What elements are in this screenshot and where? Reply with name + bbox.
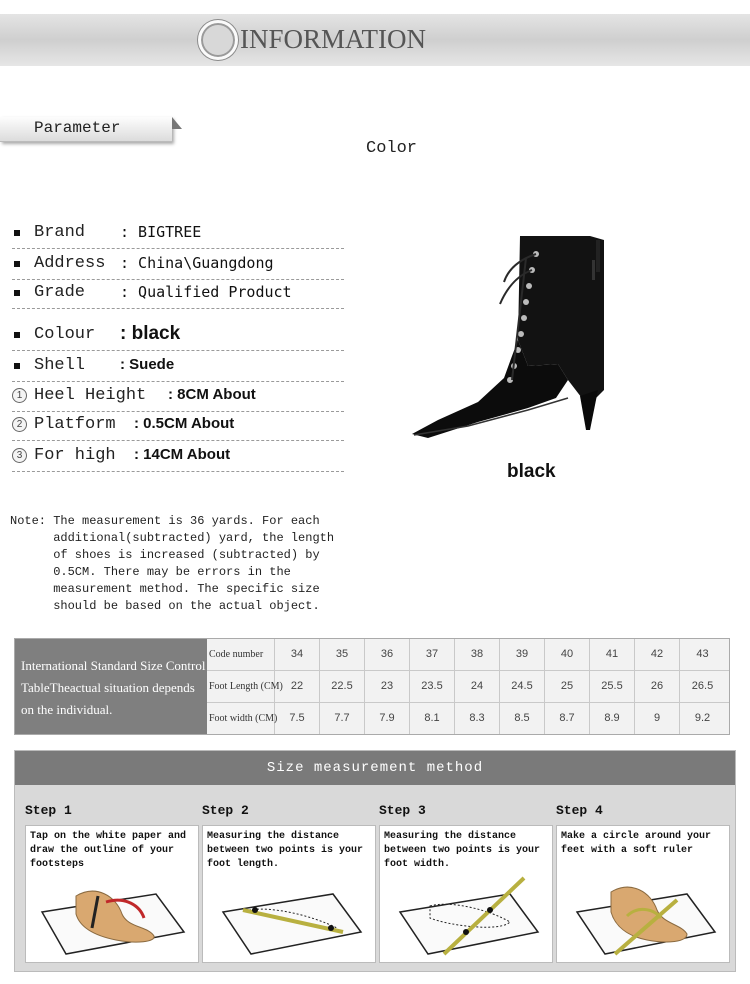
table-cell: 41 bbox=[590, 639, 635, 670]
spec-label: Shell bbox=[34, 356, 116, 375]
foot-length-ruler-icon bbox=[213, 866, 367, 958]
step-title: Step 4 bbox=[556, 803, 603, 818]
table-row-code bbox=[207, 639, 729, 671]
bullet-icon bbox=[14, 363, 20, 369]
table-cell: 8.5 bbox=[500, 703, 545, 734]
step-title: Step 3 bbox=[379, 803, 426, 818]
spec-row-grade bbox=[12, 281, 344, 309]
spec-label: For high bbox=[34, 446, 126, 465]
table-cell: 8.7 bbox=[545, 703, 590, 734]
parameter-tab-label: Parameter bbox=[34, 119, 121, 137]
table-cell: 42 bbox=[635, 639, 680, 670]
spec-value: : Qualified Product bbox=[120, 283, 292, 301]
spec-row-colour bbox=[12, 323, 344, 351]
step-2 bbox=[202, 795, 376, 965]
spec-label: Address bbox=[34, 254, 116, 273]
size-table bbox=[14, 638, 730, 735]
step-text: Measuring the distance between two points is your foot length. bbox=[207, 831, 364, 870]
spec-value: : 14CM About bbox=[134, 446, 231, 463]
table-cell: 8.1 bbox=[410, 703, 455, 734]
table-cell: 39 bbox=[500, 639, 545, 670]
product-color-caption: black bbox=[507, 461, 556, 482]
spec-label: Grade bbox=[34, 283, 116, 302]
table-cell: 22.5 bbox=[320, 671, 365, 702]
step-title: Step 2 bbox=[202, 803, 249, 818]
table-cell: 26 bbox=[635, 671, 680, 702]
size-table-intro: International Standard Size Control TableTheactual situation depends on the individual. bbox=[15, 639, 207, 734]
spec-label: Brand bbox=[34, 223, 116, 242]
step-3 bbox=[379, 795, 553, 965]
spec-row-brand bbox=[12, 221, 344, 249]
foot-width-ruler-icon bbox=[390, 866, 544, 958]
product-image-black-boot bbox=[408, 230, 624, 442]
size-measurement-panel bbox=[14, 750, 736, 972]
tab-corner-icon bbox=[172, 117, 182, 129]
table-row-foot-width bbox=[207, 703, 729, 735]
table-cell: 37 bbox=[410, 639, 455, 670]
table-cell: 26.5 bbox=[691, 680, 714, 692]
foot-outline-icon bbox=[36, 866, 190, 958]
step-card bbox=[556, 825, 730, 963]
spec-label: Heel Height bbox=[34, 386, 157, 405]
step-4 bbox=[556, 795, 730, 965]
bullet-icon bbox=[14, 332, 20, 338]
step-card bbox=[379, 825, 553, 963]
spec-value: : 8CM About bbox=[168, 386, 256, 403]
table-cell: 7.7 bbox=[320, 703, 365, 734]
spec-row-heel-height bbox=[12, 384, 344, 412]
table-cell: 43 bbox=[696, 648, 709, 660]
step-text: Tap on the white paper and draw the outline of your footsteps bbox=[30, 831, 187, 870]
table-cell: 38 bbox=[455, 639, 500, 670]
step-text: Measuring the distance between two points is your foot width. bbox=[384, 831, 541, 870]
color-heading: Color bbox=[366, 139, 418, 158]
table-cell: 25.5 bbox=[590, 671, 635, 702]
step-title: Step 1 bbox=[25, 803, 72, 818]
table-cell: 7.9 bbox=[365, 703, 410, 734]
spec-label: Colour bbox=[34, 325, 116, 344]
step-card bbox=[202, 825, 376, 963]
measurement-note: Note: The measurement is 36 yards. For each additional(subtracted) yard, the length of shoes is increased (subtracted) by 0.5CM. There may be errors in the measurement method. The specific size should be based on the actual object. bbox=[10, 514, 335, 613]
step-text: Make a circle around your feet with a soft ruler bbox=[561, 831, 712, 856]
foot-circle-ruler-icon bbox=[567, 866, 721, 958]
row-header: Foot Length (CM) bbox=[207, 671, 275, 702]
table-cell: 7.5 bbox=[275, 703, 320, 734]
spec-value: : Suede bbox=[120, 356, 175, 373]
table-cell: 23 bbox=[365, 671, 410, 702]
spec-value: : black bbox=[120, 323, 181, 344]
table-cell: 35 bbox=[320, 639, 365, 670]
table-cell: 9 bbox=[635, 703, 680, 734]
table-cell: 8.3 bbox=[455, 703, 500, 734]
table-cell: 9.2 bbox=[694, 712, 711, 724]
circle-ornament-icon bbox=[198, 20, 238, 60]
information-header bbox=[0, 14, 750, 66]
row-header: Foot width (CM) bbox=[207, 703, 275, 734]
information-title: INFORMATION bbox=[240, 24, 427, 54]
spec-row-platform bbox=[12, 413, 344, 441]
table-cell: 8.9 bbox=[590, 703, 635, 734]
bullet-icon bbox=[14, 261, 20, 267]
spec-value: : China\Guangdong bbox=[120, 254, 274, 272]
parameter-tab bbox=[0, 117, 172, 142]
size-table-grid bbox=[207, 639, 729, 734]
number-3-icon: 3 bbox=[12, 448, 27, 463]
spec-value: : BIGTREE bbox=[120, 223, 202, 241]
row-header: Code number bbox=[207, 639, 275, 670]
bullet-icon bbox=[14, 230, 20, 236]
spec-row-address bbox=[12, 252, 344, 280]
table-cell: 24 bbox=[455, 671, 500, 702]
table-cell: 22 bbox=[275, 671, 320, 702]
spec-row-for-high bbox=[12, 444, 344, 472]
spec-value: : 0.5CM About bbox=[134, 415, 235, 432]
bullet-icon bbox=[14, 290, 20, 296]
table-row-foot-length bbox=[207, 671, 729, 703]
step-card bbox=[25, 825, 199, 963]
number-2-icon: 2 bbox=[12, 417, 27, 432]
spec-label: Platform bbox=[34, 415, 126, 434]
table-cell: 36 bbox=[365, 639, 410, 670]
table-cell: 24.5 bbox=[500, 671, 545, 702]
number-1-icon: 1 bbox=[12, 388, 27, 403]
table-cell: 40 bbox=[545, 639, 590, 670]
step-1 bbox=[25, 795, 199, 965]
size-measurement-title: Size measurement method bbox=[15, 751, 735, 785]
table-cell: 34 bbox=[275, 639, 320, 670]
table-cell: 25 bbox=[545, 671, 590, 702]
table-cell: 23.5 bbox=[410, 671, 455, 702]
spec-row-shell bbox=[12, 354, 344, 382]
